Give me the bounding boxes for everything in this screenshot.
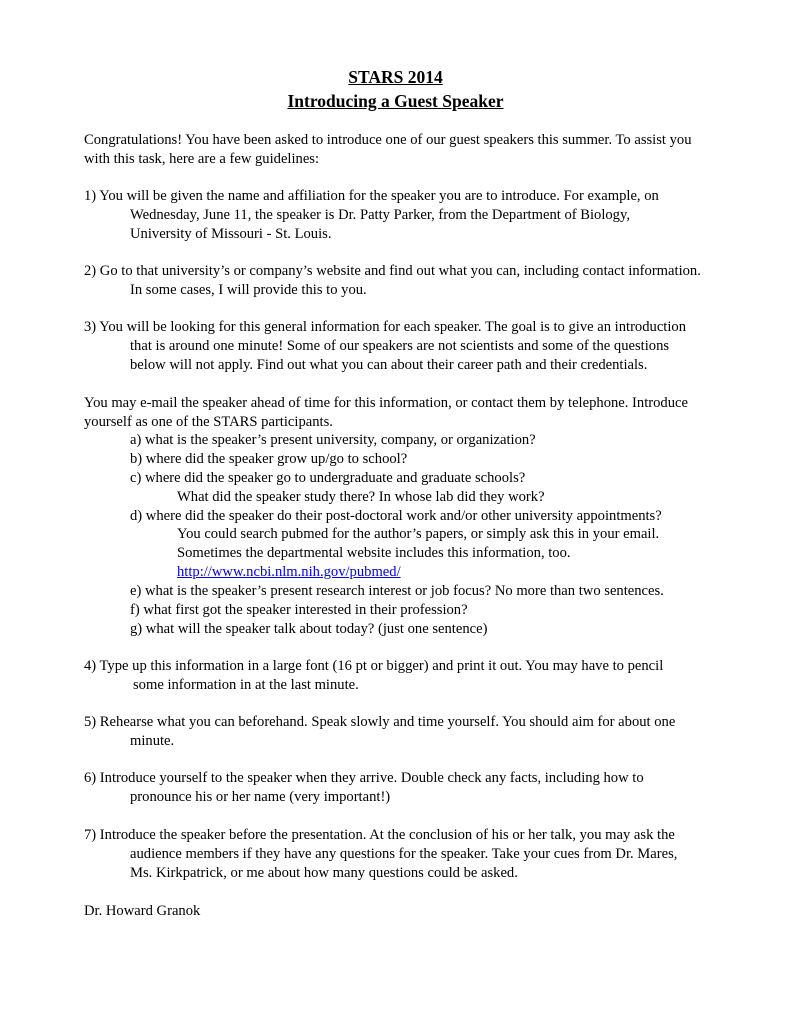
question-e: e) what is the speaker’s present research interest or job focus? No more than two sentences.: [130, 583, 664, 599]
item-4-line-1: 4) Type up this information in a large font (16 pt or bigger) and print it out. You may have to pencil: [84, 658, 664, 674]
signature: Dr. Howard Granok: [84, 903, 201, 919]
question-a: a) what is the speaker’s present university, company, or organization?: [130, 432, 536, 448]
contact-line-1: You may e-mail the speaker ahead of time for this information, or contact them by telephone. Introduce: [84, 395, 688, 411]
intro-line-1: Congratulations! You have been asked to introduce one of our guest speakers this summer. To assist you: [84, 132, 692, 148]
item-7-line-1: 7) Introduce the speaker before the presentation. At the conclusion of his or her talk, you may ask the: [84, 827, 675, 843]
item-5-line-1: 5) Rehearse what you can beforehand. Speak slowly and time yourself. You should aim for about one: [84, 714, 676, 730]
question-f: f) what first got the speaker interested in their profession?: [130, 602, 468, 618]
item-5-line-2: minute.: [130, 733, 175, 749]
item-7-line-3: Ms. Kirkpatrick, or me about how many questions could be asked.: [130, 865, 518, 881]
contact-line-2: yourself as one of the STARS participants.: [84, 414, 333, 430]
item-7-line-2: audience members if they have any questions for the speaker. Take your cues from Dr. Mares,: [130, 846, 678, 862]
item-3-line-1: 3) You will be looking for this general information for each speaker. The goal is to give an introduction: [84, 319, 686, 335]
question-d: d) where did the speaker do their post-doctoral work and/or other university appointments?: [130, 508, 662, 524]
item-4-line-2: some information in at the last minute.: [133, 677, 359, 693]
item-6-line-2: pronounce his or her name (very important!): [130, 789, 391, 805]
doc-subtitle: Introducing a Guest Speaker: [287, 91, 504, 111]
item-2-line-1: 2) Go to that university’s or company’s website and find out what you can, including contact information.: [84, 263, 701, 279]
question-g: g) what will the speaker talk about today? (just one sentence): [130, 621, 488, 637]
item-6-line-1: 6) Introduce yourself to the speaker when they arrive. Double check any facts, including how to: [84, 770, 644, 786]
question-c: c) where did the speaker go to undergraduate and graduate schools?: [130, 470, 526, 486]
question-d-sub-1: You could search pubmed for the author’s papers, or simply ask this in your email.: [177, 526, 660, 542]
question-d-sub-2: Sometimes the departmental website includes this information, too.: [177, 545, 571, 561]
item-3-line-2: that is around one minute! Some of our speakers are not scientists and some of the questions: [130, 338, 670, 354]
item-1-line-2: Wednesday, June 11, the speaker is Dr. Patty Parker, from the Department of Biology,: [130, 207, 630, 223]
item-1-line-3: University of Missouri - St. Louis.: [130, 226, 332, 242]
item-1-line-1: 1) You will be given the name and affiliation for the speaker you are to introduce. For example, on: [84, 188, 659, 204]
question-c-sub: What did the speaker study there? In whose lab did they work?: [177, 489, 545, 505]
intro-line-2: with this task, here are a few guidelines:: [84, 151, 320, 167]
doc-title: STARS 2014: [348, 67, 443, 87]
pubmed-link[interactable]: http://www.ncbi.nlm.nih.gov/pubmed/: [177, 564, 401, 580]
item-2-line-2: In some cases, I will provide this to you.: [130, 282, 367, 298]
question-b: b) where did the speaker grow up/go to school?: [130, 451, 408, 467]
item-3-line-3: below will not apply. Find out what you can about their career path and their credentials.: [130, 357, 648, 373]
